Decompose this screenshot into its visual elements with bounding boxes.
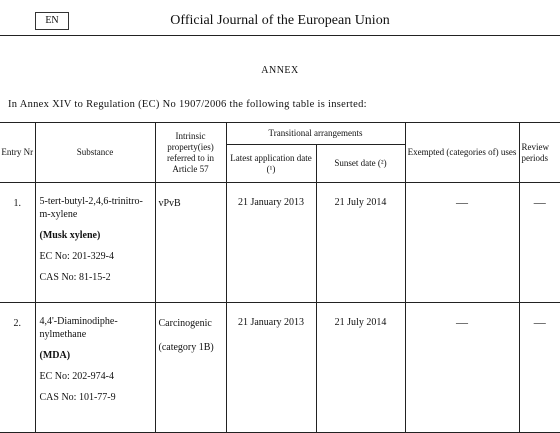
substance-name: 4,4'-Diaminodiphe-nylmethane bbox=[39, 316, 118, 340]
intrinsic-property-note: (category 1B) bbox=[158, 342, 214, 353]
latest-application-date: 21 January 2013 bbox=[226, 303, 316, 433]
cas-number: CAS No: 101-77-9 bbox=[39, 392, 116, 403]
table-row bbox=[0, 303, 560, 433]
col-header-sunset-date: Sunset date (²) bbox=[316, 145, 405, 183]
intrinsic-property: Carcinogenic bbox=[158, 318, 212, 329]
intrinsic-property: vPvB bbox=[158, 198, 181, 209]
sunset-date: 21 July 2014 bbox=[316, 183, 405, 303]
col-header-review-periods: Review periods bbox=[519, 123, 560, 183]
journal-title: Official Journal of the European Union bbox=[170, 13, 390, 28]
header-divider bbox=[0, 35, 560, 36]
exempted-uses: — bbox=[405, 183, 519, 303]
sunset-date: 21 July 2014 bbox=[316, 303, 405, 433]
substance-common-name: (Musk xylene) bbox=[39, 230, 101, 241]
col-header-transitional: Transitional arrangements bbox=[226, 123, 405, 145]
intrinsic-property-cell bbox=[155, 303, 226, 433]
cas-number: CAS No: 81-15-2 bbox=[39, 272, 111, 283]
annex-title: ANNEX bbox=[261, 65, 299, 76]
table-row bbox=[0, 183, 560, 303]
language-badge: EN bbox=[35, 12, 69, 30]
exempted-uses: — bbox=[405, 303, 519, 433]
ec-number: EC No: 201-329-4 bbox=[39, 251, 114, 262]
intro-text: In Annex XIV to Regulation (EC) No 1907/2006 the following table is inserted: bbox=[8, 99, 367, 110]
review-periods: — bbox=[519, 303, 560, 433]
substance-common-name: (MDA) bbox=[39, 350, 71, 361]
col-header-exempted-uses: Exempted (categories of) uses bbox=[405, 123, 519, 183]
col-header-latest-application-date: Latest application date (¹) bbox=[226, 145, 316, 183]
substance-name: 5-tert-butyl-2,4,6-trinitro-m-xylene bbox=[39, 196, 143, 220]
col-header-entry: Entry Nr bbox=[0, 123, 35, 183]
latest-application-date: 21 January 2013 bbox=[226, 183, 316, 303]
ec-number: EC No: 202-974-4 bbox=[39, 371, 114, 382]
review-periods: — bbox=[519, 183, 560, 303]
substance-cell bbox=[35, 183, 155, 303]
col-header-intrinsic-property: Intrinsic property(ies) referred to in Article 57 bbox=[155, 123, 226, 183]
annex-table bbox=[0, 122, 560, 433]
entry-number: 1. bbox=[0, 183, 35, 303]
entry-number: 2. bbox=[0, 303, 35, 433]
col-header-substance: Substance bbox=[35, 123, 155, 183]
intrinsic-property-cell bbox=[155, 183, 226, 303]
substance-cell bbox=[35, 303, 155, 433]
